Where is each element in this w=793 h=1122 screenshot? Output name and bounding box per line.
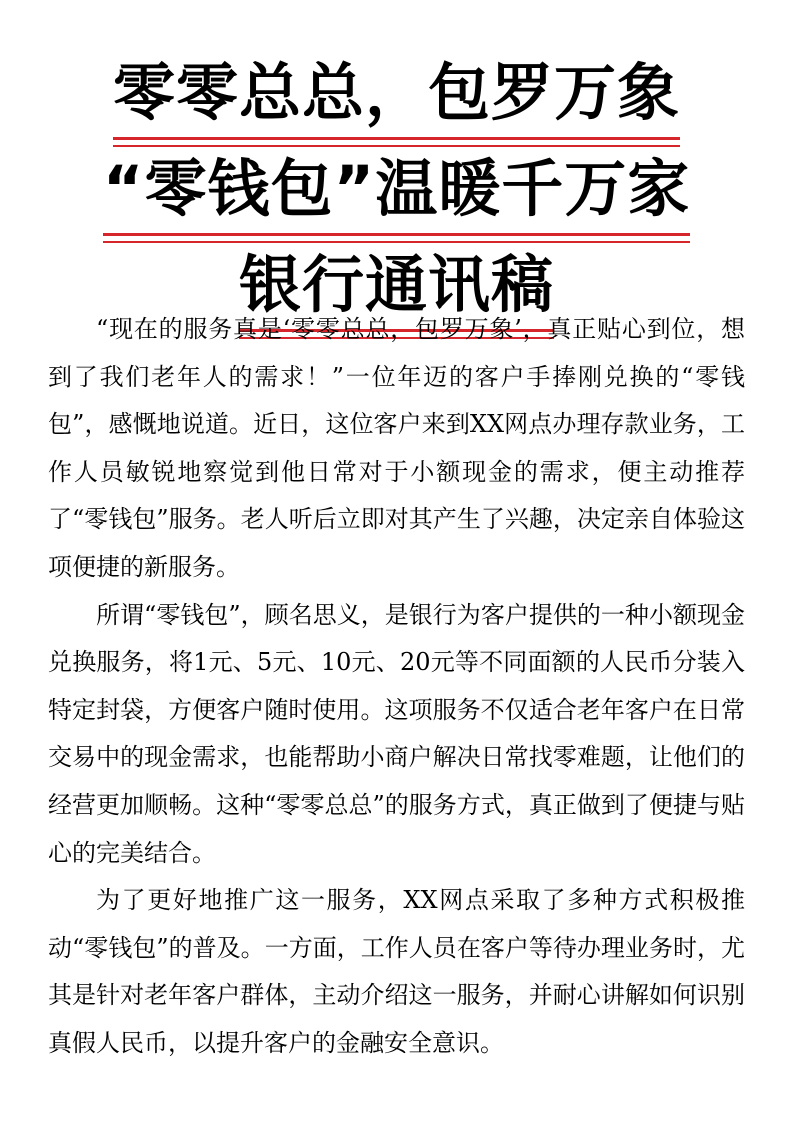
title-line-2: “零钱包”温暖千万家 xyxy=(103,148,691,236)
title-line-3: 银行通讯稿 xyxy=(239,244,554,332)
paragraph-2: 所谓“零钱包”，顾名思义，是银行为客户提供的一种小额现金兑换服务，将1元、5元、10元、20元等不同面额的人民币分装入特定封袋，方便客户随时使用。这项服务不仅适合老年客户在日常交易中的现金需求，也能帮助小商户解决日常找零难题，让他们的经营更加顺畅。这种“零零总总”的服务方式，真正做到了便捷与贴心的完美结合。 xyxy=(48,600,745,867)
article-body xyxy=(48,306,745,1068)
document-title xyxy=(0,52,793,340)
paragraph-1: “现在的服务真是‘零零总总，包罗万象’，真正贴心到位，想到了我们老年人的需求！”一位年迈的客户手捧刚兑换的“零钱包”，感慨地说道。近日，这位客户来到XX网点办理存款业务，工作人员敏锐地察觉到他日常对于小额现金的需求，便主动推荐了“零钱包”服务。老人听后立即对其产生了兴趣，决定亲自体验这项便捷的新服务。 xyxy=(48,315,745,581)
title-line-1: 零零总总，包罗万象 xyxy=(113,52,680,140)
paragraph-3: 为了更好地推广这一服务，XX网点采取了多种方式积极推动“零钱包”的普及。一方面，工作人员在客户等待办理业务时，尤其是针对老年客户群体，主动介绍这一服务，并耐心讲解如何识别真假人民币，以提升客户的金融安全意识。 xyxy=(48,886,745,1057)
